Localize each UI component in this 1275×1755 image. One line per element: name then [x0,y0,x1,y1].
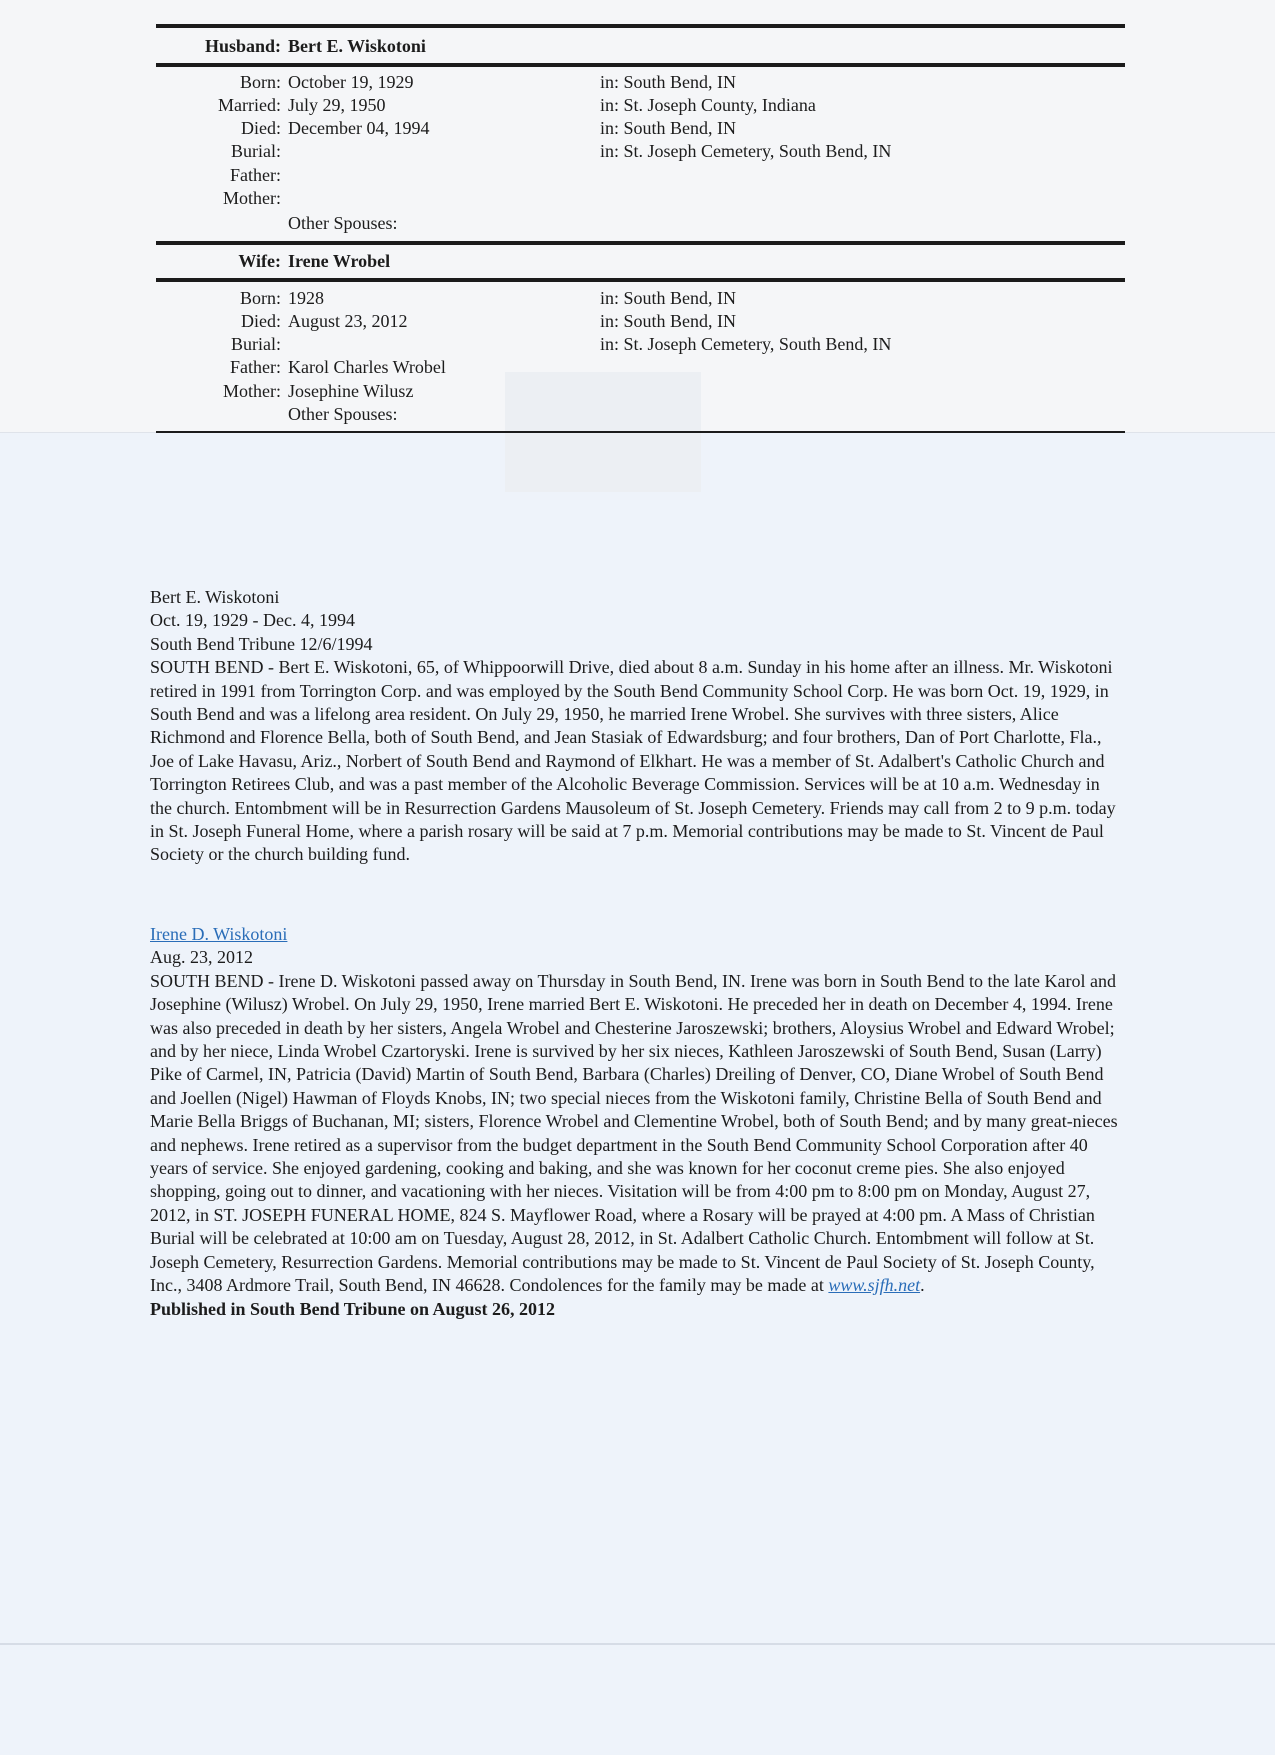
section-rule [156,431,1125,433]
husband-died-value: December 04, 1994 [288,118,430,138]
husband-died-place: in: South Bend, IN [600,118,737,138]
husband-married-place: in: St. Joseph County, Indiana [600,95,816,115]
wife-name: Irene Wrobel [288,251,391,271]
published-note: Published in South Bend Tribune on August 26, 2012 [150,1298,555,1319]
section-rule [156,241,1125,245]
husband-married-label: Married: [218,95,281,115]
wife-other-spouses: Other Spouses: [288,404,398,424]
paper-fold-line [0,1643,1275,1645]
wife-mother-value: Josephine Wilusz [288,381,414,401]
wife-born-place: in: South Bend, IN [600,288,737,308]
wife-mother-label: Mother: [223,381,281,401]
husband-father-label: Father: [230,165,281,185]
obituary-name: Bert E. Wiskotoni [150,587,280,607]
husband-born-place: in: South Bend, IN [600,72,737,92]
wife-born-label: Born: [239,288,281,308]
obituary-dates: Oct. 19, 1929 - Dec. 4, 1994 [150,610,355,631]
husband-mother-label: Mother: [223,188,281,208]
obituary-date: Aug. 23, 2012 [150,947,253,968]
husband-died-label: Died: [241,118,281,138]
wife-died-place: in: South Bend, IN [600,311,737,331]
obituary-irene [150,923,1125,1321]
section-rule [156,63,1125,67]
husband-born-label: Born: [239,72,281,92]
obituary-body-text: SOUTH BEND - Irene D. Wiskotoni passed away on Thursday in South Bend, IN. Irene was born in South Bend to the late Karol and Josephine (Wilusz) Wrobel. On July 29, 1950, Irene married Bert E. Wiskotoni. He preceded her in death on December 4, 1994. Irene was also preceded in death by her sisters, Angela Wrobel and Chesterine Jaroszewski; brothers, Aloysius Wrobel and Edward Wrobel; and by her niece, Linda Wrobel Czartoryski. Irene is survived by her six nieces, Kathleen Jaroszewski of South Bend, Susan (Larry) Pike of Carmel, IN, Patricia (David) Martin of South Bend, Barbara (Charles) Dreiling of Denver, CO, Diane Wrobel of South Bend and Joellen (Nigel) Hawman of Floyds Knobs, IN; two special nieces from the Wiskotoni family, Christine Bella of South Bend and Marie Bella Briggs of Buchanan, MI; sisters, Florence Wrobel and Clementine Wrobel, both of South Bend; and by many great-nieces and nephews. Irene retired as a supervisor from the budget department in the South Bend Community School Corporation after 40 years of service. She enjoyed gardening, cooking and baking, and she was known for her coconut creme pies. She also enjoyed shopping, going out to dinner, and vacationing with her nieces. Visitation will be from 4:00 pm to 8:00 pm on Monday, August 27, 2012, in ST. JOSEPH FUNERAL HOME, 824 S. Mayflower Road, where a Rosary will be prayed at 4:00 pm. A Mass of Christian Burial will be celebrated at 10:00 am on Tuesday, August 28, 2012, in St. Adalbert Catholic Church. Entombment will follow at St. Joseph Cemetery, Resurrection Gardens. Memorial contributions may be made to St. Vincent de Paul Society of St. Joseph County, Inc., 3408 Ardmore Trail, South Bend, IN 46628. Condolences for the family may be made at [150,970,1118,1296]
obituary-name-link[interactable]: Irene D. Wiskotoni [150,924,288,944]
husband-burial-label: Burial: [231,141,281,161]
funeral-home-link[interactable]: www.sjfh.net [828,1275,921,1296]
husband-burial-place: in: St. Joseph Cemetery, South Bend, IN [600,141,892,161]
obituary-body: SOUTH BEND - Bert E. Wiskotoni, 65, of Whippoorwill Drive, died about 8 a.m. Sunday in his home after an illness. Mr. Wiskotoni retired in 1991 from Torrington Corp. and was employed by the South Bend Community School Corp. He was born Oct. 19, 1929, in South Bend and was a lifelong area resident. On July 29, 1950, he married Irene Wrobel. She survives with three sisters, Alice Richmond and Florence Bella, both of South Bend, and Jean Stasiak of Edwardsburg; and four brothers, Dan of Port Charlotte, Fla., Joe of Lake Havasu, Ariz., Norbert of South Bend and Raymond of Elkhart. He was a member of St. Adalbert's Catholic Church and Torrington Retirees Club, and was a past member of the Alcoholic Beverage Commission. Services will be at 10 a.m. Wednesday in the church. Entombment will be in Resurrection Gardens Mausoleum of St. Joseph Cemetery. Friends may call from 2 to 9 p.m. today in St. Joseph Funeral Home, where a parish rosary will be said at 7 p.m. Memorial contributions may be made to St. Vincent de Paul Society or the church building fund. [150,657,1116,865]
husband-married-value: July 29, 1950 [288,95,386,115]
obituary-body [150,970,1125,1298]
obituary-source: South Bend Tribune 12/6/1994 [150,633,373,654]
wife-father-value: Karol Charles Wrobel [288,357,446,377]
wife-header-label: Wife: [238,251,281,271]
wife-burial-place: in: St. Joseph Cemetery, South Bend, IN [600,334,892,354]
wife-died-label: Died: [241,311,281,331]
section-rule [156,24,1125,28]
wife-born-value: 1928 [288,288,324,308]
husband-other-spouses: Other Spouses: [288,213,398,233]
link-suffix: . [920,1275,925,1296]
husband-born-value: October 19, 1929 [288,72,414,92]
husband-name: Bert E. Wiskotoni [288,36,426,56]
section-rule [156,278,1125,282]
obituary-bert [150,586,1125,867]
wife-burial-label: Burial: [231,334,281,354]
wife-father-label: Father: [230,357,281,377]
wife-died-value: August 23, 2012 [288,311,408,331]
husband-header-label: Husband: [204,36,281,56]
